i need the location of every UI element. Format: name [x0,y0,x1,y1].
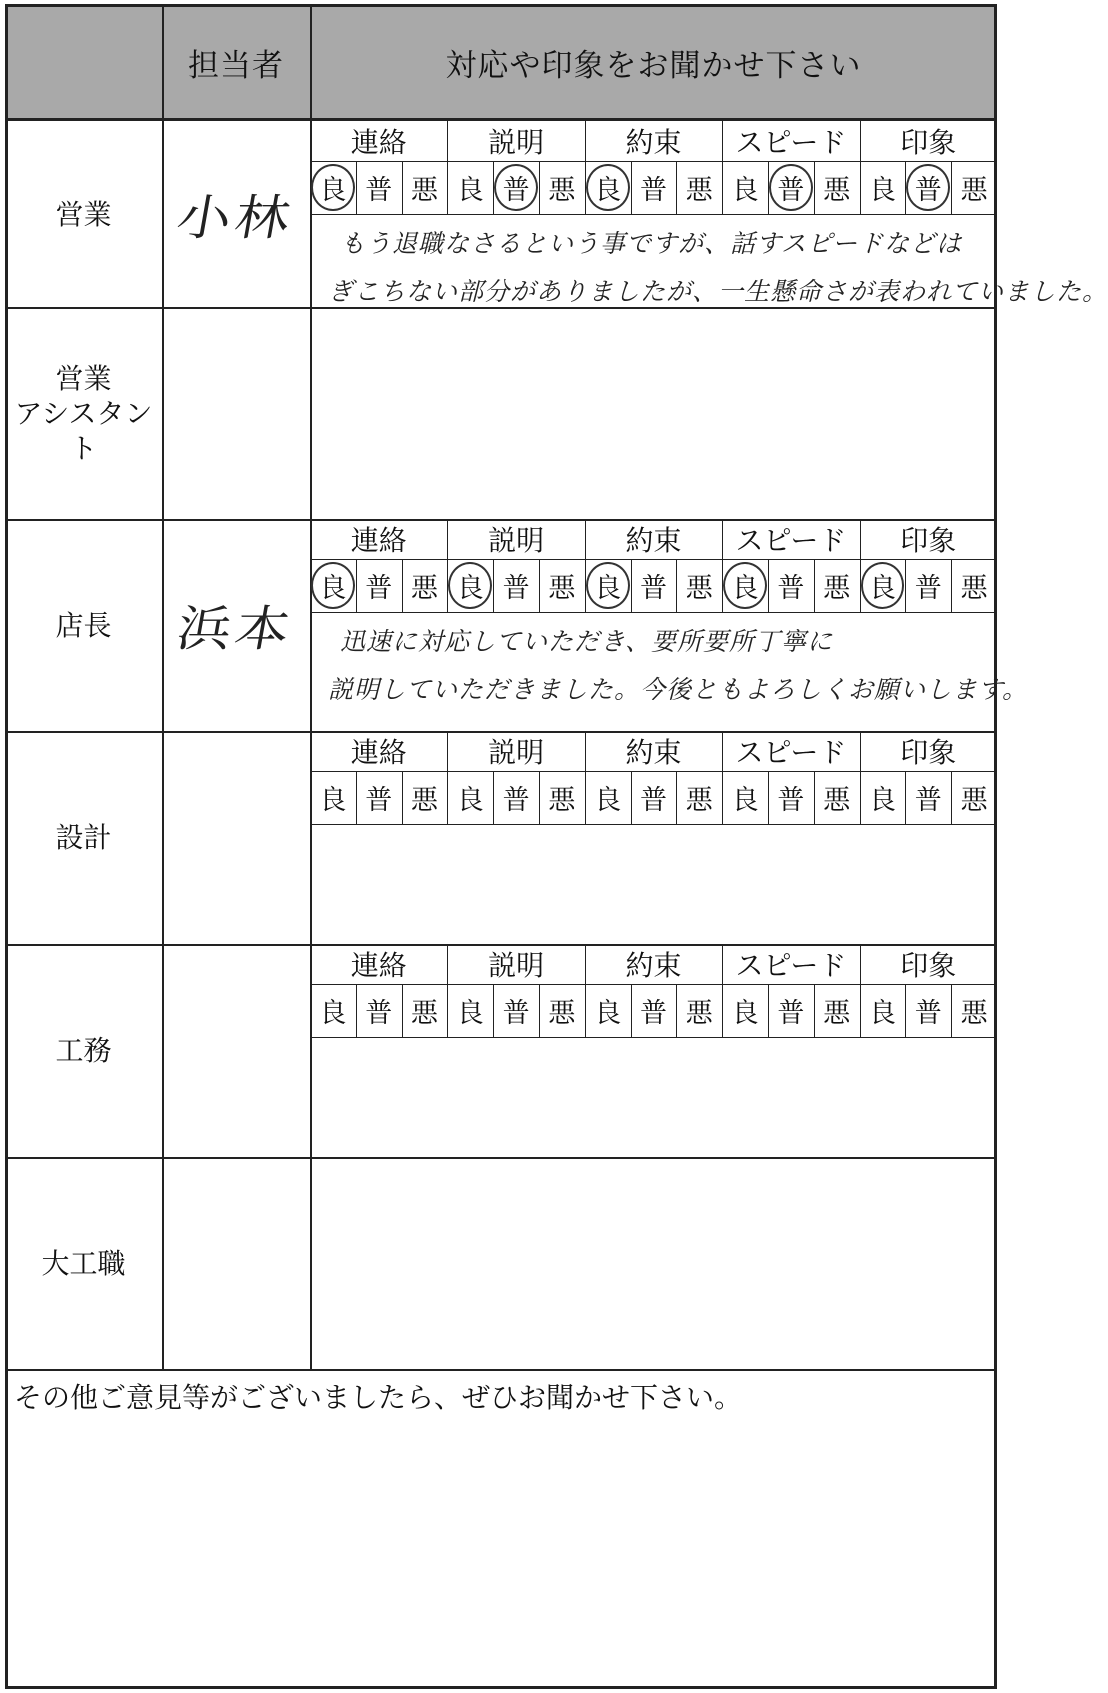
grade-option[interactable]: 悪 [410,785,438,816]
grade-option[interactable]: 良 [868,785,896,816]
grade-option[interactable]: 普 [502,573,530,604]
grade-option[interactable]: 普 [777,573,805,604]
grade-option[interactable]: 普 [502,998,530,1029]
role-label: 店長 [55,608,112,642]
grade-option[interactable]: 良 [731,573,759,604]
grade-option[interactable]: 悪 [548,573,576,604]
grade-option[interactable]: 普 [914,573,942,604]
grade-option[interactable]: 悪 [410,175,438,206]
grade-option[interactable]: 悪 [823,785,851,816]
grade-option[interactable]: 普 [365,573,393,604]
grade-option[interactable]: 悪 [548,998,576,1029]
header-request-label: 対応や印象をお聞かせ下さい [445,48,862,84]
category-label: 連絡 [350,736,407,769]
role-label: 大工職 [41,1246,126,1280]
grade-option[interactable]: 良 [731,785,759,816]
comment-area[interactable] [310,214,997,307]
category-label: 約束 [625,524,682,557]
grade-option[interactable]: 良 [319,175,347,206]
grade-option[interactable]: 良 [456,998,484,1029]
grade-option[interactable]: 普 [502,175,530,206]
grade-option[interactable]: 良 [456,785,484,816]
grade-option[interactable]: 普 [914,175,942,206]
grade-option[interactable]: 普 [639,785,667,816]
grade-option[interactable]: 普 [639,175,667,206]
grade-option[interactable]: 良 [594,573,622,604]
grade-option[interactable]: 悪 [960,785,988,816]
grade-option[interactable]: 良 [868,175,896,206]
grade-option[interactable]: 良 [594,785,622,816]
grade-option[interactable]: 良 [731,998,759,1029]
grade-option[interactable]: 悪 [960,175,988,206]
person-name[interactable]: 浜本 [172,600,299,657]
grade-option[interactable]: 普 [777,785,805,816]
grade-option[interactable]: 普 [639,998,667,1029]
grade-option[interactable]: 良 [456,573,484,604]
grade-option[interactable]: 悪 [685,785,713,816]
comment-area[interactable] [310,1157,997,1369]
comment-line: 説明していただきました。今後ともよろしくお願いします。 [328,675,1029,704]
grade-option[interactable]: 普 [365,175,393,206]
grade-option[interactable]: 悪 [548,785,576,816]
role-label: 営業 アシスタント [14,361,153,465]
role-label: 工務 [55,1034,112,1067]
category-label: 印象 [900,736,957,769]
comment-line: 迅速に対応していただき、要所要所丁寧に [340,627,834,656]
category-label: 約束 [625,736,682,769]
grade-option[interactable]: 良 [594,175,622,206]
grade-option[interactable]: 悪 [823,998,851,1029]
comment-area[interactable] [310,1037,997,1157]
grade-option[interactable]: 普 [914,785,942,816]
grade-option[interactable]: 普 [777,175,805,206]
grade-option[interactable]: 普 [365,785,393,816]
category-label: 連絡 [350,524,407,557]
category-label: 連絡 [350,126,407,159]
grade-option[interactable]: 良 [319,573,347,604]
grade-option[interactable]: 悪 [548,175,576,206]
row-divider [5,1369,997,1371]
grade-option[interactable]: 悪 [410,573,438,604]
grade-option[interactable]: 普 [365,998,393,1029]
category-label: 約束 [625,126,682,159]
grade-option[interactable]: 普 [914,998,942,1029]
grade-option[interactable]: 良 [868,573,896,604]
grade-option[interactable]: 普 [502,785,530,816]
grade-option[interactable]: 悪 [960,998,988,1029]
grade-option[interactable]: 良 [319,998,347,1029]
person-name[interactable]: 小林 [172,189,299,246]
footer-comment-area[interactable] [8,1420,994,1686]
role-label: 設計 [55,821,112,854]
category-label: スピード [735,126,847,159]
grade-option[interactable]: 悪 [960,573,988,604]
grade-option[interactable]: 悪 [685,175,713,206]
grade-option[interactable]: 悪 [685,573,713,604]
footer-prompt: その他ご意見等がございましたら、ぜひお聞かせ下さい。 [14,1381,743,1414]
comment-line: ぎこちない部分がありましたが、一生懸命さが表われていました。 [328,277,1108,306]
comment-area[interactable] [310,612,997,731]
header-person-label: 担当者 [188,48,284,84]
grade-option[interactable]: 良 [594,998,622,1029]
grade-option[interactable]: 良 [319,785,347,816]
category-label: スピード [735,524,847,557]
grade-option[interactable]: 普 [639,573,667,604]
grade-option[interactable]: 悪 [685,998,713,1029]
grade-option[interactable]: 良 [456,175,484,206]
grade-option[interactable]: 良 [868,998,896,1029]
grade-option[interactable]: 悪 [410,998,438,1029]
category-label: スピード [735,949,847,982]
category-label: 印象 [900,126,957,159]
grade-option[interactable]: 悪 [823,175,851,206]
category-label: 印象 [900,949,957,982]
category-label: 連絡 [350,949,407,982]
category-label: 説明 [488,949,545,982]
comment-area[interactable] [310,824,997,944]
comment-line: もう退職なさるという事ですが、話すスピードなどは [340,229,963,258]
grade-option[interactable]: 良 [731,175,759,206]
category-label: スピード [735,736,847,769]
category-label: 説明 [488,126,545,159]
grade-option[interactable]: 悪 [823,573,851,604]
category-label: 約束 [625,949,682,982]
category-label: 印象 [900,524,957,557]
category-label: 説明 [488,736,545,769]
grade-option[interactable]: 普 [777,998,805,1029]
comment-area[interactable] [310,307,997,519]
role-label: 営業 [55,197,112,231]
category-label: 説明 [488,524,545,557]
